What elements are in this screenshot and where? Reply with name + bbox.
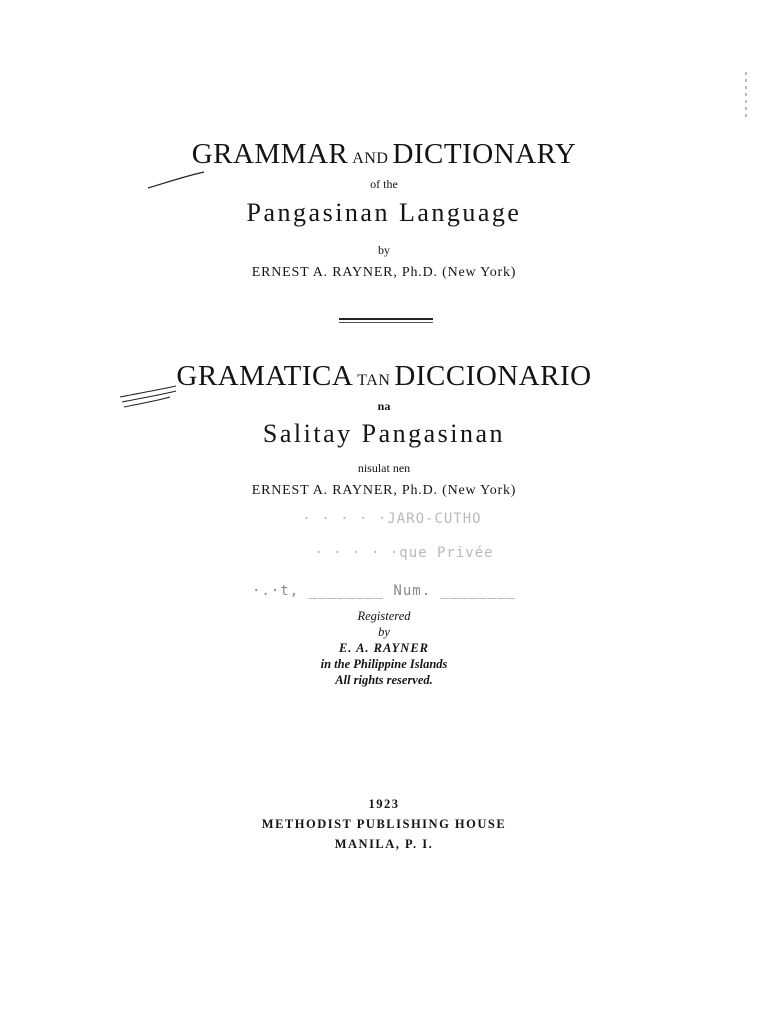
registered-name: E. A. RAYNER bbox=[338, 641, 430, 655]
stamp-line-1: · · · · ·JARO-CUTHO bbox=[302, 511, 482, 527]
stamp-line-3: ·.·t, ________ Num. ________ bbox=[251, 583, 516, 599]
title-en-word-dictionary: DICTIONARY bbox=[392, 138, 577, 170]
title-en-word-and: AND bbox=[352, 150, 389, 167]
title-pg-word-tan: TAN bbox=[357, 372, 391, 389]
imprint-publisher: METHODIST PUBLISHING HOUSE bbox=[261, 817, 507, 831]
title-en-author: ERNEST A. RAYNER, Ph.D. (New York) bbox=[251, 265, 517, 280]
registered-place: in the Philippine Islands bbox=[320, 657, 448, 671]
title-en-heading bbox=[0, 140, 768, 169]
title-en-of-the: of the bbox=[370, 177, 398, 191]
title-pg-word-diccionario: DICCIONARIO bbox=[394, 360, 592, 392]
title-pg-heading bbox=[0, 362, 768, 391]
title-en-language: Pangasinan Language bbox=[246, 198, 522, 227]
title-en-by: by bbox=[378, 243, 390, 257]
registered-label: Registered bbox=[357, 609, 411, 623]
imprint-city: MANILA, P. I. bbox=[334, 837, 434, 851]
title-pg-language: Salitay Pangasinan bbox=[262, 419, 506, 448]
imprint-year: 1923 bbox=[368, 797, 400, 811]
divider-rule-thin bbox=[339, 322, 433, 323]
stamp-line-2: · · · · ·que Privée bbox=[314, 545, 494, 561]
title-pg-nisulat-nen: nisulat nen bbox=[357, 461, 411, 475]
title-pg-na: na bbox=[377, 399, 391, 413]
title-pg-author: ERNEST A. RAYNER, Ph.D. (New York) bbox=[251, 483, 517, 498]
registered-by: by bbox=[378, 625, 390, 639]
divider-rule bbox=[339, 318, 433, 320]
title-pg-word-gramatica: GRAMATICA bbox=[176, 360, 354, 392]
rights-reserved: All rights reserved. bbox=[335, 673, 433, 687]
title-en-word-grammar: GRAMMAR bbox=[191, 138, 349, 170]
